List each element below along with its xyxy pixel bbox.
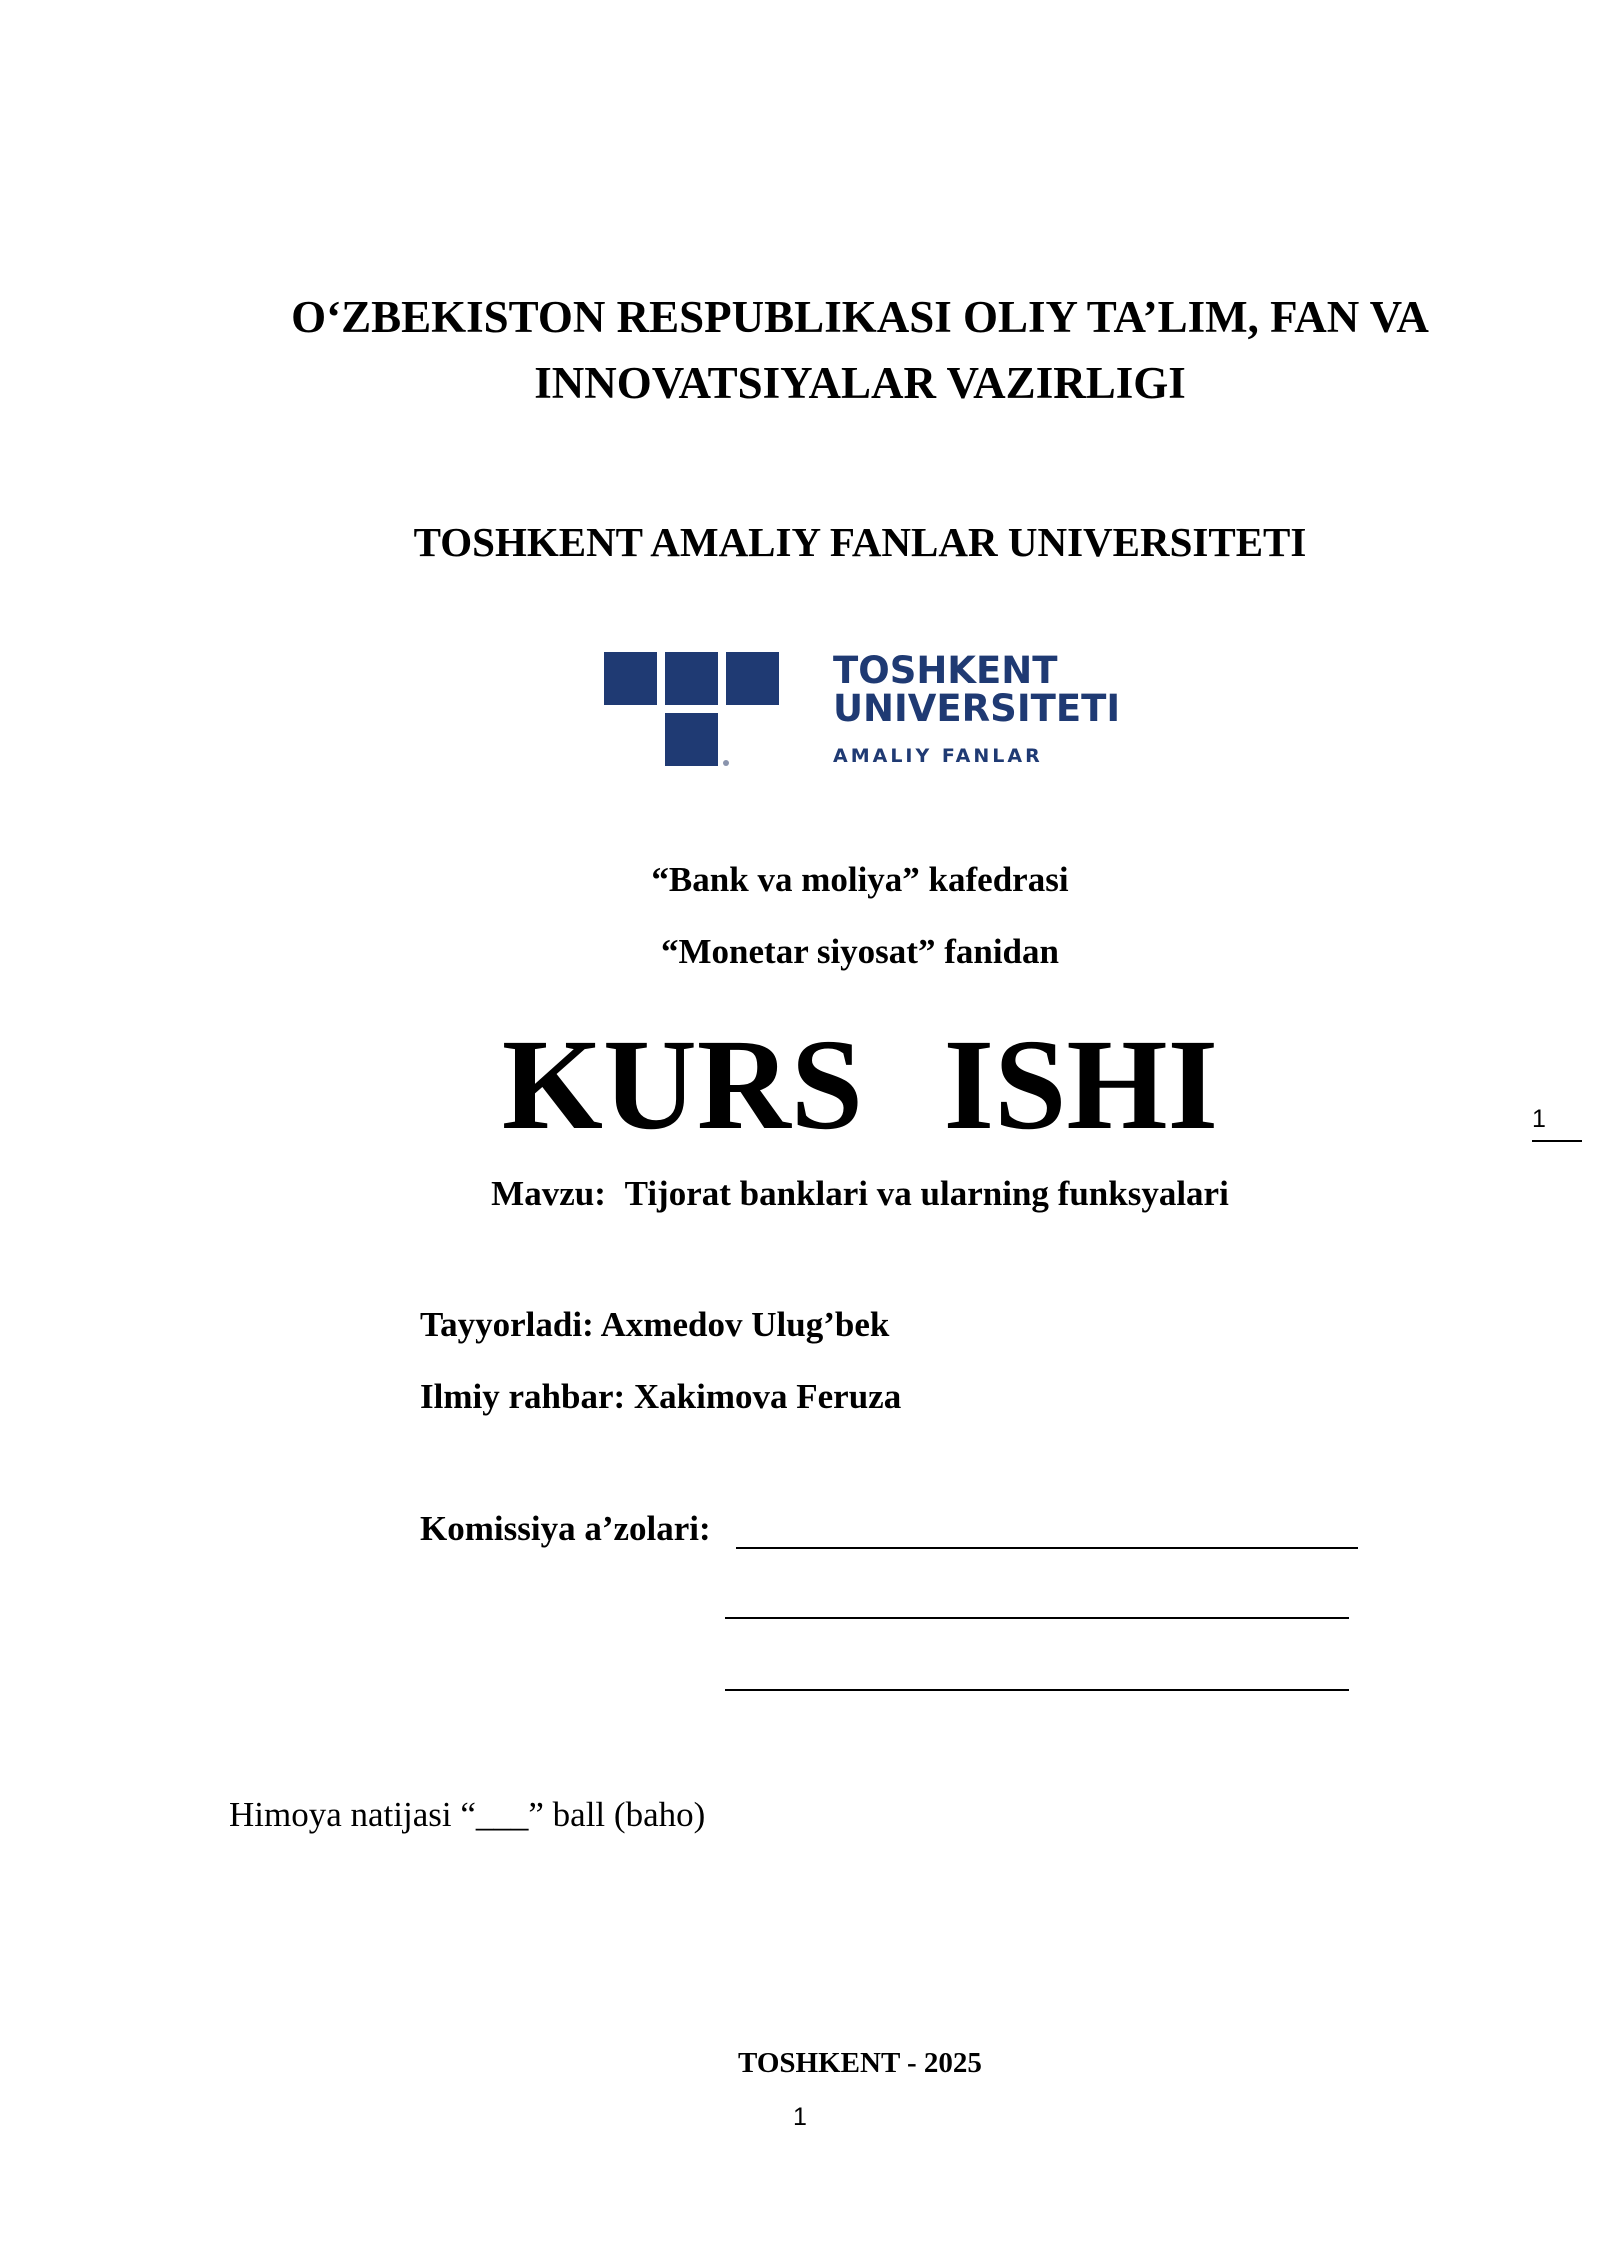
defense-prefix: Himoya natijasi “ (229, 1795, 476, 1834)
topic-label: Mavzu: (491, 1174, 606, 1213)
city-year: TOSHKENT - 2025 (738, 2047, 982, 2079)
supervisor-name: Xakimova Feruza (633, 1377, 902, 1416)
committee-signature-line-1 (736, 1547, 1358, 1549)
subject-name: “Monetar siyosat” fanidan (661, 932, 1059, 971)
university-title: TOSHKENT AMALIY FANLAR UNIVERSITETI (413, 519, 1307, 565)
department-name: “Bank va moliya” kafedrasi (651, 860, 1069, 899)
ministry-title: O‘ZBEKISTON RESPUBLIKASI OLIY TA’LIM, FAN VA INNOVATSIYALAR VAZIRLIGI (291, 292, 1429, 408)
author-line (420, 1302, 889, 1348)
committee-signature-line-2 (725, 1617, 1349, 1619)
committee-signature-line-3 (725, 1689, 1349, 1691)
author-name: Axmedov Ulug’bek (600, 1305, 890, 1344)
logo-text-line2: UNIVERSITETI (833, 687, 1121, 730)
defense-score-blank: ___ (475, 1795, 529, 1834)
defense-suffix: ” ball (baho) (528, 1795, 706, 1834)
document-type-title: KURS ISHI (501, 1013, 1219, 1157)
author-label: Tayyorladi: (420, 1305, 594, 1344)
logo-text-line1: TOSHKENT (833, 649, 1058, 692)
topic-line (200, 1170, 1520, 1218)
page-number: 1 (793, 2103, 807, 2131)
margin-page-marker: 1 (1532, 1104, 1582, 1142)
defense-result (229, 1792, 705, 1838)
logo-text-line3: AMALIY FANLAR (833, 745, 1043, 767)
university-logo (604, 649, 1124, 780)
committee-label: Komissiya a’zolari: (420, 1509, 711, 1548)
committee-line (420, 1506, 711, 1552)
supervisor-line (420, 1374, 901, 1420)
supervisor-label: Ilmiy rahbar: (420, 1377, 626, 1416)
topic-value: Tijorat banklari va ularning funksyalari (624, 1174, 1229, 1213)
